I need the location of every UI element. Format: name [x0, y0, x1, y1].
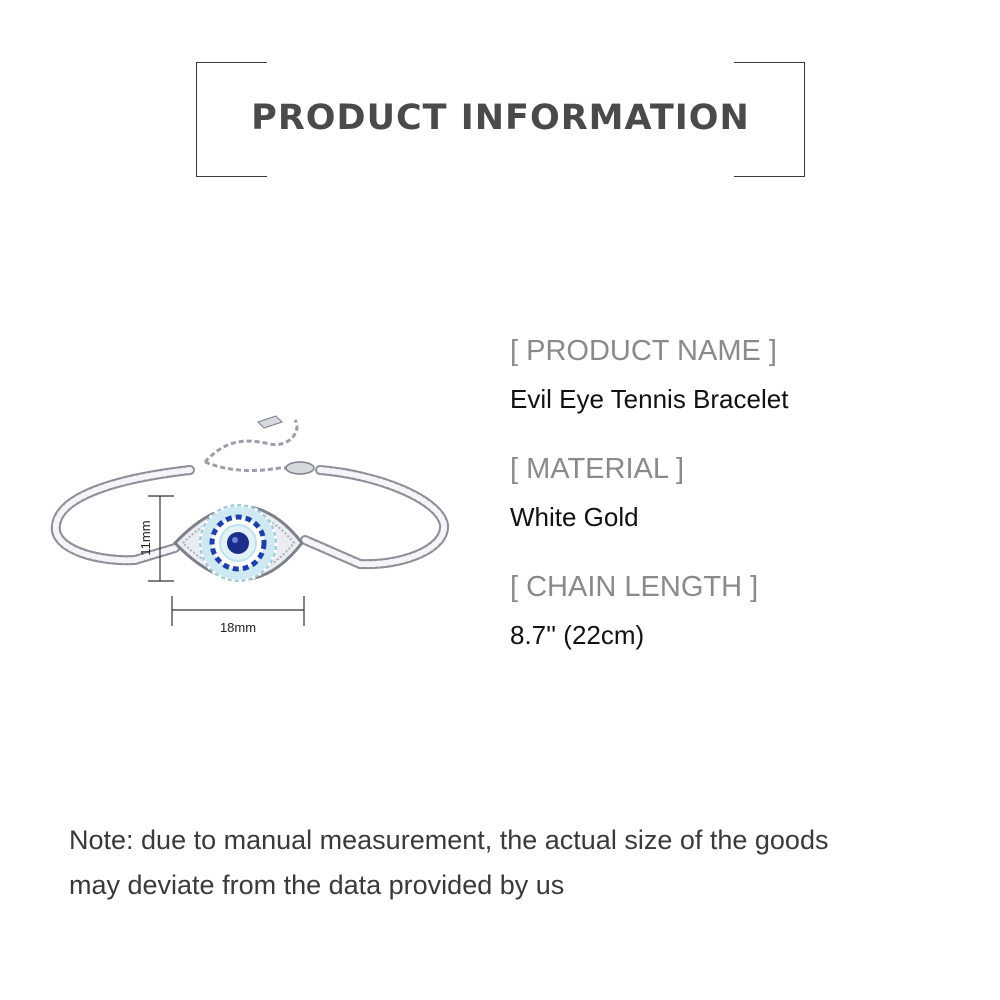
page-title: PRODUCT INFORMATION — [251, 98, 750, 138]
note-line-2: may deviate from the data provided by us — [69, 870, 565, 900]
product-name-label: [ PRODUCT NAME ] — [510, 335, 777, 367]
chain-length-value: 8.7'' (22cm) — [510, 620, 645, 650]
eye-pupil — [227, 532, 249, 554]
title-frame — [196, 62, 805, 175]
height-dimension-label: 11mm — [138, 520, 153, 556]
bracelet-image — [40, 400, 460, 650]
measurement-note — [69, 818, 969, 908]
charm-tag — [258, 416, 282, 428]
width-dimension-label: 18mm — [219, 620, 257, 635]
note-line-1: Note: due to manual measurement, the actual size of the goods — [69, 825, 829, 855]
chain-length-label: [ CHAIN LENGTH ] — [510, 571, 759, 603]
lobster-clasp — [286, 462, 314, 474]
product-name-value: Evil Eye Tennis Bracelet — [510, 384, 789, 414]
material-label: [ MATERIAL ] — [510, 453, 685, 485]
material-value: White Gold — [510, 502, 639, 532]
product-info-list — [510, 330, 970, 684]
extension-chain — [205, 420, 297, 462]
